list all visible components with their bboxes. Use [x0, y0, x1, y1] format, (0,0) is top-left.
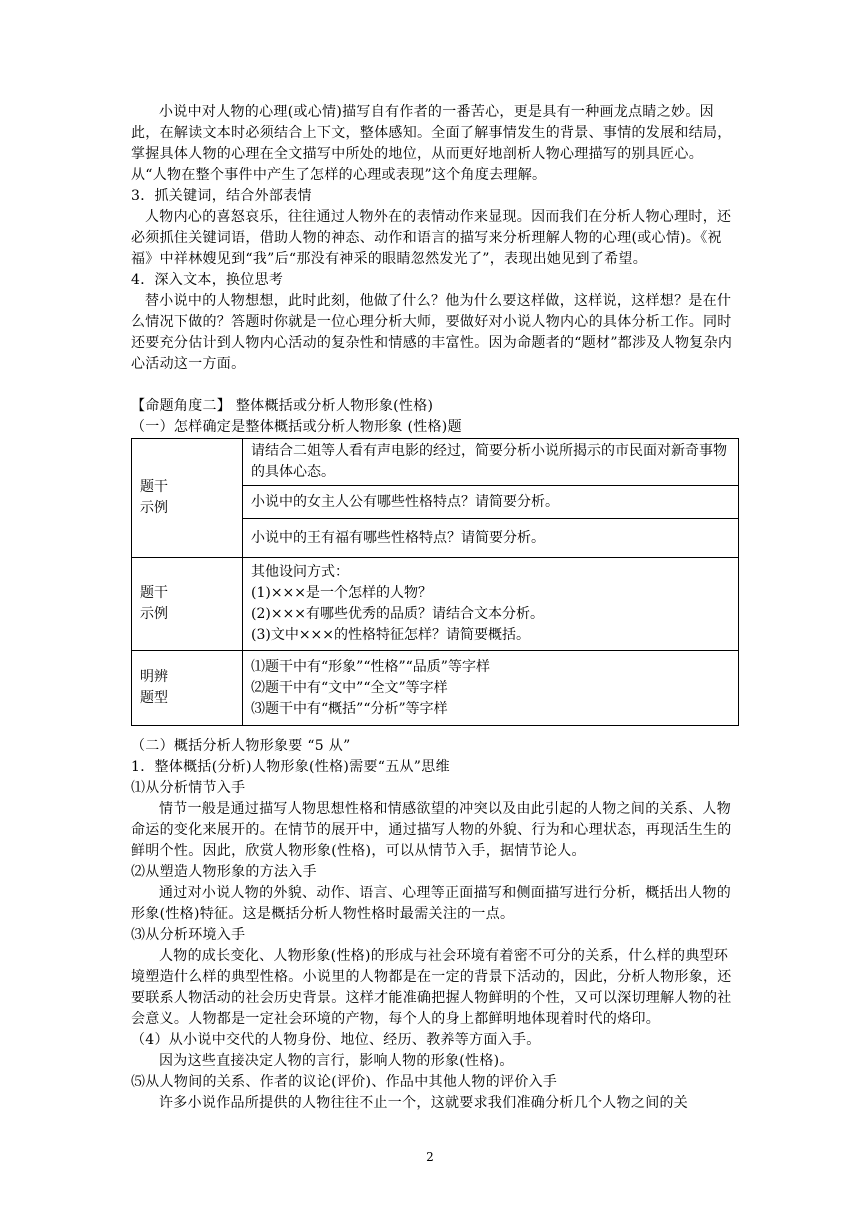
paragraph: 通过对小说人物的外貌、动作、语言、心理等正面描写和侧面描写进行分析，概括出人物的形象(性格)特征。这是概括分析人物性格时最需关注的一点。: [131, 885, 731, 922]
row-header: [132, 651, 243, 726]
page-content: [131, 102, 739, 1114]
identify-cell: [243, 651, 739, 726]
list-item-title: ⑵从塑造人物形象的方法入手: [131, 864, 317, 880]
list-item-title: （4）从小说中交代的人物身份、地位、经历、教养等方面入手。: [131, 1032, 541, 1048]
row-header: [132, 439, 243, 558]
subsection-title: （二）概括分析人物形象要 “5 从”: [131, 738, 351, 754]
cell-line: (3)文中×××的性格特征怎样？请简要概括。: [251, 627, 531, 643]
paragraph: 小说中对人物的心理(或心情)描写自有作者的一番苦心，更是具有一种画龙点睛之妙。因此，在解读文本时必须结合上下文，整体感知。全面了解事情发生的背景、事情的发展和结局，掌握具体人物的心理在全文描写中所处的地位，从而更好地剖析人物心理描写的别具匠心。从“人物在整个事件中产生了怎样的心理或表现”这个角度去理解。: [131, 104, 732, 183]
paragraph: 替小说中的人物想想，此时此刻，他做了什么？他为什么要这样做，这样说，这样想？是在什么情况下做的？答题时你就是一位心理分析大师，要做好对小说人物内心的具体分析工作。同时还要充分估计到人物内心活动的复杂性和情感的丰富性。因为命题者的“题材”都涉及人物复杂内心活动这一方面。: [131, 293, 733, 372]
cell-line: (1)×××是一个怎样的人物？: [251, 585, 433, 601]
subsection-title: （一）怎样确定是整体概括或分析人物形象 (性格)题: [131, 419, 462, 435]
example-cell: 请结合二姐等人看有声电影的经过，简要分析小说所揭示的市民面对新奇事物的具体心态。: [243, 439, 739, 486]
heading-item-1: 1．整体概括(分析)人物形象(性格)需要“五从”思维: [131, 759, 450, 775]
cell-line: ⑴题干中有“形象”“性格”“品质”等字样: [251, 658, 490, 675]
page-number: 2: [426, 1150, 434, 1164]
list-item-title: ⑶从分析环境入手: [131, 927, 246, 943]
row-header-text: 明辨 题型: [140, 669, 168, 706]
question-type-table: [131, 438, 739, 726]
paragraph: 情节一般是通过描写人物思想性格和情感欲望的冲突以及由此引起的人物之间的关系、人物命运的变化来展开的。在情节的展开中，通过描写人物的外貌、行为和心理状态，再现活生生的鲜明个性。因此，欣赏人物形象(性格)，可以从情节入手，据情节论人。: [131, 801, 732, 859]
cell-line: 其他设问方式：: [251, 564, 349, 580]
table-row: [132, 651, 739, 726]
row-header: [132, 558, 243, 651]
example-cell: [243, 558, 739, 651]
list-item-title: ⑸从人物间的关系、作者的议论(评价)、作品中其他人物的评价入手: [131, 1074, 558, 1090]
row-header-text: 题干 示例: [140, 479, 168, 516]
paragraph: 人物内心的喜怒哀乐，往往通过人物外在的表情动作来显现。因而我们在分析人物心理时，还必须抓住关键词语，借助人物的神态、动作和语言的描写来分析理解人物的心理(或心情)。《祝福》中祥林嫂见到“我”后“那没有神采的眼睛忽然发光了”，表现出她见到了希望。: [131, 209, 732, 267]
heading-item-4: 4．深入文本，换位思考: [131, 272, 284, 288]
cell-line: ⑵题干中有“文中”“全文”等字样: [251, 679, 448, 696]
example-cell: 小说中的女主人公有哪些性格特点？请简要分析。: [243, 486, 739, 519]
row-header-text: 题干 示例: [140, 585, 168, 622]
paragraph: 人物的成长变化、人物形象(性格)的形成与社会环境有着密不可分的关系，什么样的典型环境塑造什么样的典型性格。小说里的人物都是在一定的背景下活动的，因此，分析人物形象，还要联系人物活动的社会历史背景。这样才能准确把握人物鲜明的个性，又可以深切理解人物的社会意义。人物都是一定社会环境的产物，每个人的身上都鲜明地体现着时代的烙印。: [131, 948, 732, 1027]
cell-line: (2)×××有哪些优秀的品质？请结合文本分析。: [251, 606, 545, 622]
heading-item-3: 3．抓关键词，结合外部表情: [131, 188, 312, 204]
cell-line: ⑶题干中有“概括”“分析”等字样: [251, 700, 448, 717]
example-cell: 小说中的王有福有哪些性格特点？请简要分析。: [243, 519, 739, 558]
table-row: [132, 439, 739, 486]
list-item-title: ⑴从分析情节入手: [131, 780, 246, 796]
paragraph: 许多小说作品所提供的人物往往不止一个，这就要求我们准确分析几个人物之间的关: [159, 1095, 689, 1111]
section-title: 【命题角度二】 整体概括或分析人物形象(性格): [131, 398, 434, 414]
table-row: [132, 558, 739, 651]
paragraph: 因为这些直接决定人物的言行，影响人物的形象(性格)。: [159, 1053, 514, 1069]
